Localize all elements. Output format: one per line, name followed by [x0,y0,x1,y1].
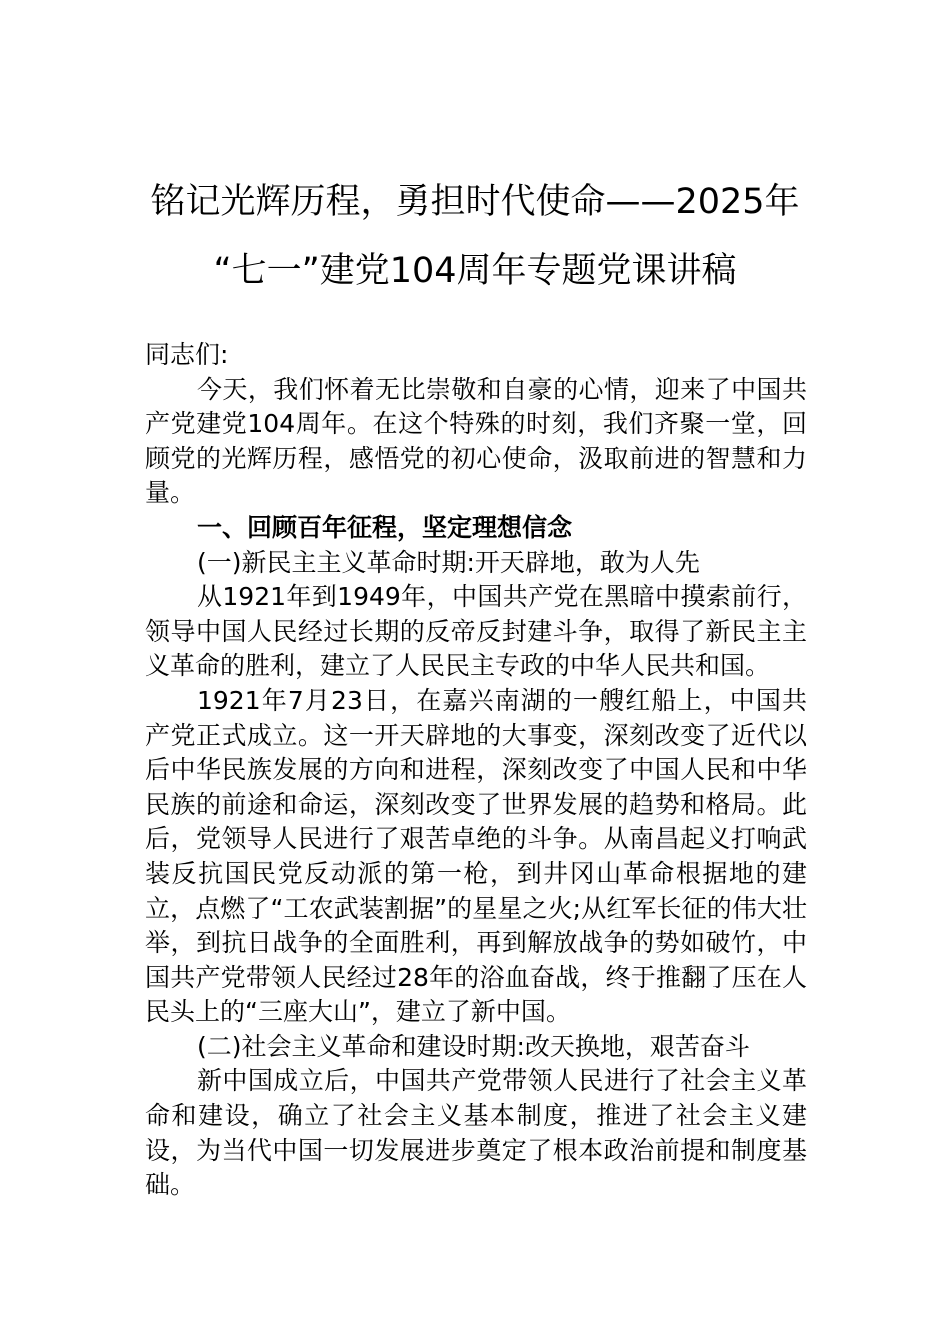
intro-paragraph: 今天，我们怀着无比崇敬和自豪的心情，迎来了中国共产党建党104周年。在这个特殊的时刻，我们齐聚一堂，回顾党的光辉历程，感悟党的初心使命，汲取前进的智慧和力量。 [145,374,807,508]
document-body [145,338,807,1203]
subsection-2-paragraph-1: 新中国成立后，中国共产党带领人民进行了社会主义革命和建设，确立了社会主义基本制度，推进了社会主义建设，为当代中国一切发展进步奠定了根本政治前提和制度基础。 [145,1066,807,1200]
subsection-1-paragraph-2: 1921年7月23日，在嘉兴南湖的一艘红船上，中国共产党正式成立。这一开天辟地的大事变，深刻改变了近代以后中华民族发展的方向和进程，深刻改变了中国人民和中华民族的前途和命运，深刻改变了世界发展的趋势和格局。此后，党领导人民进行了艰苦卓绝的斗争。从南昌起义打响武装反抗国民党反动派的第一枪，到井冈山革命根据地的建立，点燃了“工农武装割据”的星星之火;从红军长征的伟大壮举，到抗日战争的全面胜利，再到解放战争的势如破竹，中国共产党带领人民经过28年的浴血奋战，终于推翻了压在人民头上的“三座大山”，建立了新中国。 [145,685,807,1027]
document-title-line-2: “七一”建党104周年专题党课讲稿 [213,251,737,291]
subsection-1-heading: (一)新民主主义革命时期:开天辟地，敢为人先 [197,547,700,577]
section-1-heading: 一、回顾百年征程，坚定理想信念 [197,512,573,542]
subsection-2-heading: (二)社会主义革命和建设时期:改天换地，艰苦奋斗 [197,1031,750,1061]
document-title-line-1: 铭记光辉历程，勇担时代使命——2025年 [150,182,800,222]
salutation: 同志们: [145,340,229,369]
subsection-1-paragraph-1: 从1921年到1949年，中国共产党在黑暗中摸索前行，领导中国人民经过长期的反帝反封建斗争，取得了新民主主义革命的胜利，建立了人民民主专政的中华人民共和国。 [145,582,807,681]
